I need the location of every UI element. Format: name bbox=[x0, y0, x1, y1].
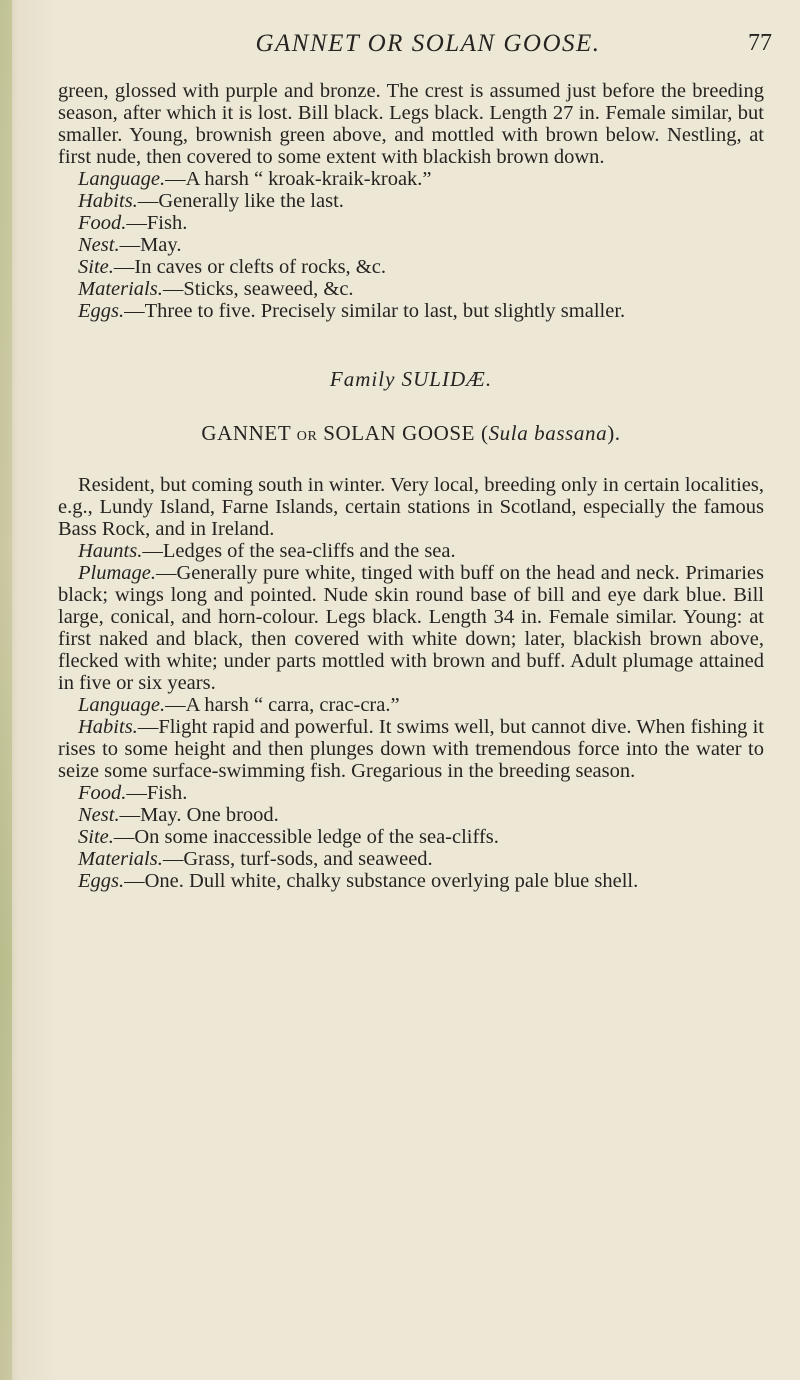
field-nest bbox=[58, 234, 764, 256]
field-materials bbox=[58, 278, 764, 300]
species-fields bbox=[58, 540, 764, 892]
field-label: Habits. bbox=[78, 190, 138, 212]
field-nest bbox=[58, 804, 764, 826]
field-label: Site. bbox=[78, 256, 114, 278]
field-materials bbox=[58, 848, 764, 870]
field-food bbox=[58, 212, 764, 234]
field-text: —Grass, turf-sods, and seaweed. bbox=[162, 848, 433, 870]
field-text: —Generally pure white, tinged with buff on the head and neck. Primaries black; wings long and pointed. Nude skin round base of bill and eye dark blue. Bill large, conical, and horn-colour. Legs black. Length 34 in. Female similar. Young: at first naked and black, then covered with white down; later, blackish brown above, flecked with white; under parts mottled with brown and buff. Adult plumage attained in five or six years. bbox=[58, 562, 764, 694]
field-label: Plumage. bbox=[78, 562, 156, 584]
species-conjunction: OR bbox=[296, 429, 318, 444]
species-name: GANNET bbox=[201, 421, 291, 445]
field-text: —Fish. bbox=[126, 212, 188, 234]
field-haunts bbox=[58, 540, 764, 562]
field-habits bbox=[58, 190, 764, 212]
field-text: —Flight rapid and powerful. It swims well, but cannot dive. When fishing it rises to some height and then plunges down with tremendous force into the water to seize some surface-swimming fish. Gregarious in the breeding season. bbox=[58, 716, 764, 782]
field-label: Nest. bbox=[78, 804, 120, 826]
page-number: 77 bbox=[748, 30, 772, 56]
field-label: Materials. bbox=[78, 848, 163, 870]
field-text: —May. One brood. bbox=[119, 804, 279, 826]
species-alt-name: SOLAN GOOSE bbox=[323, 421, 476, 445]
field-language bbox=[58, 168, 764, 190]
field-text: —Three to five. Precisely similar to last, but slightly smaller. bbox=[124, 300, 626, 322]
field-label: Language. bbox=[78, 694, 166, 716]
field-habits bbox=[58, 716, 764, 782]
field-eggs bbox=[58, 300, 764, 322]
field-text: —On some inaccessible ledge of the sea-cliffs. bbox=[113, 826, 499, 848]
field-text: —Sticks, seaweed, &c. bbox=[162, 278, 354, 300]
field-label: Haunts. bbox=[78, 540, 143, 562]
field-label: Nest. bbox=[78, 234, 120, 256]
body-text bbox=[58, 80, 764, 892]
field-text: —A harsh “ carra, crac-cra.” bbox=[165, 694, 400, 716]
field-label: Eggs. bbox=[78, 300, 125, 322]
running-title: GANNET OR SOLAN GOOSE. bbox=[255, 30, 601, 57]
field-text: —Generally like the last. bbox=[137, 190, 344, 212]
species-heading: GANNET OR SOLAN GOOSE (Sula bassana). bbox=[201, 421, 621, 445]
field-food bbox=[58, 782, 764, 804]
field-label: Eggs. bbox=[78, 870, 125, 892]
field-label: Site. bbox=[78, 826, 114, 848]
page-gutter bbox=[0, 0, 12, 1380]
field-text: —One. Dull white, chalky substance overlying pale blue shell. bbox=[124, 870, 639, 892]
field-label: Materials. bbox=[78, 278, 163, 300]
field-language bbox=[58, 694, 764, 716]
family-heading: Family SULIDÆ. bbox=[329, 367, 493, 391]
field-text: —May. bbox=[119, 234, 182, 256]
field-label: Food. bbox=[78, 782, 127, 804]
field-text: —Ledges of the sea-cliffs and the sea. bbox=[142, 540, 456, 562]
field-text: —A harsh “ kroak-kraik-kroak.” bbox=[165, 168, 432, 190]
field-text: —Fish. bbox=[126, 782, 188, 804]
species-intro: Resident, but coming south in winter. Very local, breeding only in certain localities, e.g., Lundy Island, Farne Islands, certain stations in Scotland, especially the famous Bass Rock, and in Ireland. bbox=[58, 474, 764, 540]
field-label: Habits. bbox=[78, 716, 138, 738]
field-eggs bbox=[58, 870, 764, 892]
previous-entry-description: green, glossed with purple and bronze. The crest is assumed just before the breeding season, after which it is lost. Bill black. Legs black. Length 27 in. Female similar, but smaller. Young, brownish green above, and mottled with brown below. Nestling, at first nude, then covered to some extent with blackish brown down. bbox=[58, 80, 764, 168]
field-site bbox=[58, 826, 764, 848]
previous-entry-fields bbox=[58, 168, 764, 322]
field-label: Language. bbox=[78, 168, 166, 190]
species-latin-name: Sula bassana bbox=[488, 421, 608, 445]
field-label: Food. bbox=[78, 212, 127, 234]
field-plumage bbox=[58, 562, 764, 694]
field-site bbox=[58, 256, 764, 278]
field-text: —In caves or clefts of rocks, &c. bbox=[113, 256, 386, 278]
